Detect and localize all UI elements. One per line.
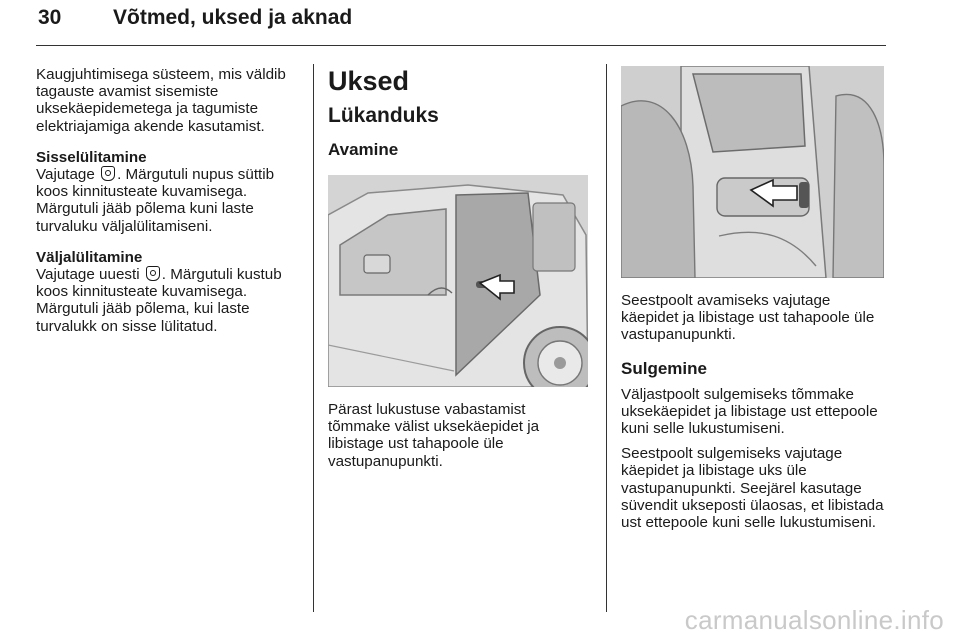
opening-heading: Avamine — [328, 140, 399, 159]
column-divider — [606, 64, 607, 612]
closing-interior-paragraph: Seestpoolt sulgemiseks vajutage käepidet ja libistage uks üle vastupanupunkti. Seejärel kasutage süvendit ukseposti ülaosas, et libistada ust ettepoole kuni selle lukustumiseni. — [621, 445, 884, 532]
child-lock-icon — [101, 166, 115, 181]
switch-on-paragraph — [36, 149, 304, 235]
column-left — [36, 66, 304, 349]
subsection-title: Lükanduks — [328, 104, 439, 127]
opening-exterior-caption: Pärast lukustuse vabastamist tõmmake välist uksekäepidet ja libistage ust tahapoole üle vastupanupunkti. — [328, 401, 540, 470]
column-right — [621, 66, 886, 545]
switch-off-paragraph — [36, 249, 304, 335]
closing-heading: Sulgemine — [621, 358, 707, 378]
switch-off-heading: Väljalülitamine — [36, 248, 143, 266]
sliding-door-exterior-illustration — [328, 175, 588, 387]
header-rule — [36, 45, 886, 46]
page-header-title: Võtmed, uksed ja aknad — [113, 6, 353, 29]
column-middle — [328, 53, 590, 484]
switch-off-text-b: . Märgutuli kustub koos kinnitusteate kuvamisega. Märgutuli jääb põlema, kui laste turvalukk on sisse lülitatud. — [36, 266, 282, 335]
section-title: Uksed — [328, 66, 410, 96]
page-number: 30 — [38, 6, 62, 29]
child-lock-icon — [146, 266, 160, 281]
column-divider — [313, 64, 314, 612]
switch-on-heading: Sisselülitamine — [36, 148, 147, 166]
closing-exterior-paragraph: Väljastpoolt sulgemiseks tõmmake uksekäepidet ja libistage ust ettepoole kuni selle lukustumiseni. — [621, 385, 878, 438]
opening-interior-caption: Seestpoolt avamiseks vajutage käepidet ja libistage ust tahapoole üle vastupanupunkti. — [621, 292, 875, 344]
watermark: carmanualsonline.info — [684, 605, 944, 635]
switch-on-text-b: . Märgutuli nupus süttib koos kinnitusteate kuvamisega. Märgutuli jääb põlema kuni laste turvaluku väljalülitamiseni. — [36, 166, 275, 235]
switch-off-text-a: Vajutage uuesti — [36, 266, 144, 284]
intro-paragraph: Kaugjuhtimisega süsteem, mis väldib tagauste avamist sisemiste uksekäepidemetega ja tagumiste elektriajamiga akende kasutamist. — [36, 66, 286, 135]
switch-on-text-a: Vajutage — [36, 166, 100, 184]
sliding-door-interior-illustration — [621, 66, 884, 278]
